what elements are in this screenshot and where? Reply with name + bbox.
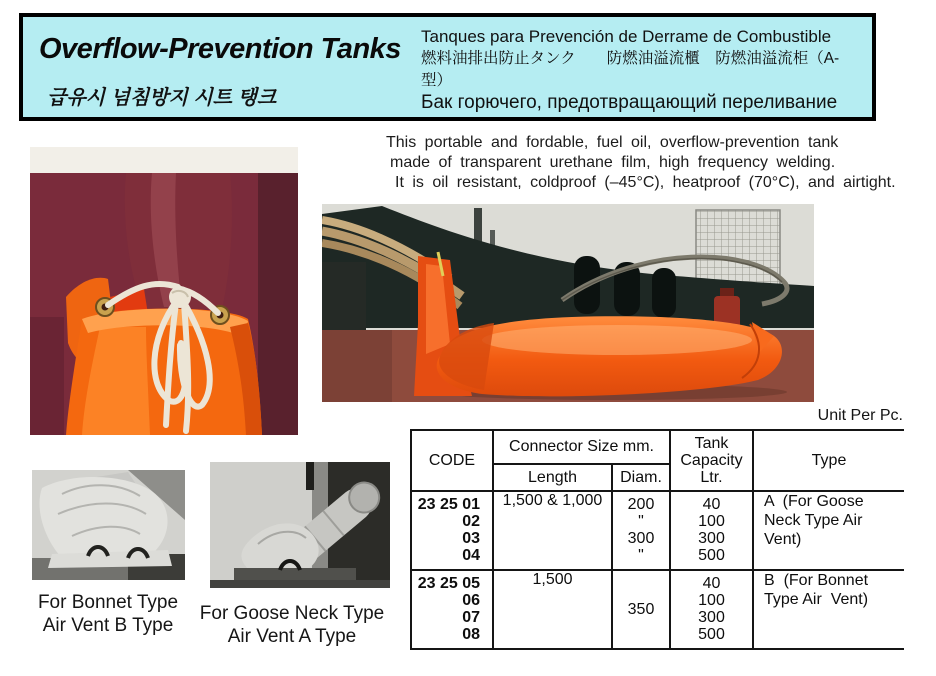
capacity-value: 300	[698, 530, 725, 547]
code-value: 23 25 01	[417, 496, 480, 513]
type-line: A (For Goose	[764, 493, 864, 510]
description-line: This portable and fordable, fuel oil, overflow-prevention tank	[386, 134, 839, 151]
capacity-value: 300	[698, 609, 725, 626]
code-value: 08	[462, 626, 480, 643]
spec-table-wrap	[410, 429, 904, 650]
length-cell: 1,500 & 1,000	[493, 491, 612, 570]
col-header-type: Type	[753, 430, 904, 491]
caption-line: For Bonnet Type	[37, 592, 179, 613]
code-value: 23 25 05	[417, 575, 480, 592]
type-line: B (For Bonnet	[764, 572, 869, 589]
code-cell	[411, 570, 493, 649]
capacity-value: 40	[702, 496, 721, 513]
capacity-value: 40	[702, 575, 721, 592]
type-line: Neck Type Air	[764, 512, 863, 529]
capacity-value: 100	[698, 592, 725, 609]
length-cell: 1,500	[493, 570, 612, 649]
caption-goose-vent	[188, 602, 396, 648]
header-translations	[421, 26, 866, 114]
diam-cell	[612, 491, 670, 570]
type-line: Vent)	[764, 531, 802, 548]
diam-value: 200	[627, 496, 655, 513]
description-line: It is oil resistant, coldproof (–45°C), heatproof (70°C), and airtight.	[395, 174, 896, 191]
photo-tank-on-deck	[322, 204, 814, 402]
capacity-value: 500	[698, 547, 725, 564]
header-band	[19, 13, 876, 121]
caption-bonnet-vent	[22, 591, 194, 637]
spec-table	[410, 429, 904, 650]
capacity-cell	[670, 570, 753, 649]
col-header-capacity	[670, 430, 753, 491]
col-header-connector-size: Connector Size mm.	[493, 430, 670, 464]
capacity-header-line: Tank	[694, 435, 729, 452]
page-title: Overflow-Prevention Tanks	[39, 33, 401, 65]
code-value: 04	[462, 547, 480, 564]
caption-line: For Goose Neck Type	[199, 603, 385, 624]
table-row-group-a	[411, 491, 904, 570]
capacity-value: 500	[698, 626, 725, 643]
unit-per-pc-label: Unit Per Pc.	[817, 407, 903, 424]
diam-value: 350	[627, 601, 655, 618]
col-header-diam: Diam.	[612, 464, 670, 491]
code-value: 07	[462, 609, 480, 626]
photo-gooseneck-vent	[210, 462, 390, 588]
subtitle-russian: Бак горючего, предотвращающий переливание	[421, 92, 838, 113]
type-cell	[753, 570, 904, 649]
col-header-code: CODE	[411, 430, 493, 491]
description-line: made of transparent urethane film, high frequency welding.	[390, 154, 836, 171]
table-row-group-b	[411, 570, 904, 649]
capacity-header-line: Ltr.	[700, 469, 723, 486]
subtitle-spanish: Tanques para Prevención de Derrame de Combustible	[421, 27, 832, 46]
subtitle-japanese-chinese: 燃料油排出防止タンク 防燃油溢流櫃 防燃油溢流柜（A- 型）	[421, 50, 840, 89]
code-value: 03	[462, 530, 480, 547]
type-cell	[753, 491, 904, 570]
col-header-length: Length	[493, 464, 612, 491]
capacity-header-line: Capacity	[680, 452, 743, 469]
diam-value: "	[638, 513, 644, 530]
caption-line: Air Vent A Type	[227, 626, 357, 647]
diam-value: 300	[627, 530, 655, 547]
capacity-value: 100	[698, 513, 725, 530]
diam-cell	[612, 570, 670, 649]
caption-line: Air Vent B Type	[42, 615, 174, 636]
code-value: 02	[462, 513, 480, 530]
code-cell	[411, 491, 493, 570]
code-value: 06	[462, 592, 480, 609]
photo-bonnet-vent	[32, 470, 185, 580]
diam-value: "	[638, 547, 644, 564]
capacity-cell	[670, 491, 753, 570]
type-line: Type Air Vent)	[764, 591, 869, 608]
photo-bag-on-gooseneck	[30, 147, 298, 435]
page-title-korean: 급유시 넘침방지 시트 탱크	[47, 87, 277, 109]
